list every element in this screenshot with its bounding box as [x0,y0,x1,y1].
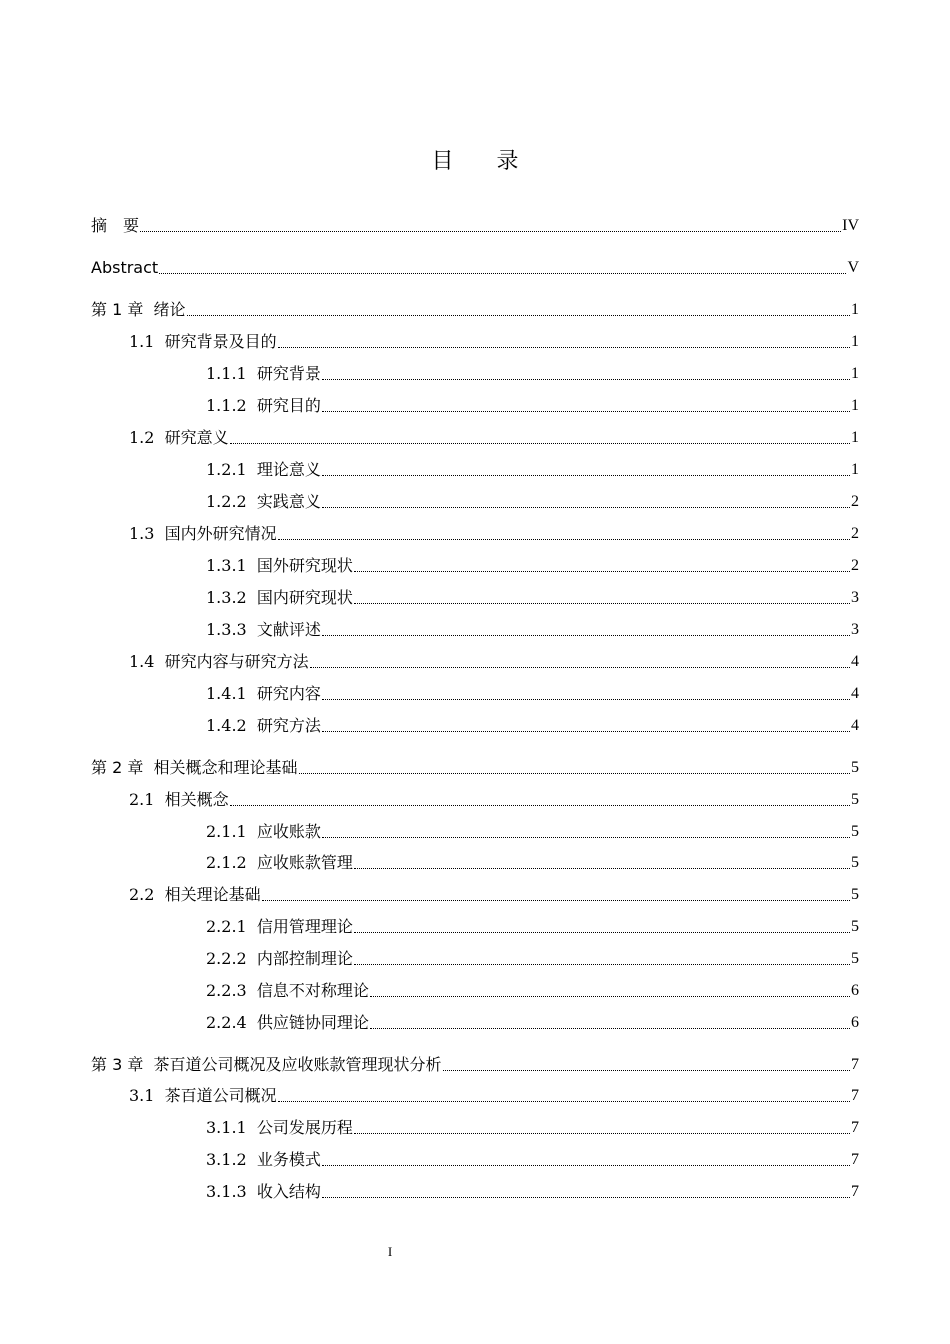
toc-entry[interactable] [206,1009,859,1033]
toc-entry-number: 1.3.1 [206,556,257,575]
toc-dot-leader [354,1133,850,1134]
toc-entry-label: 研究意义 [164,428,229,447]
toc-entry-number: 3.1.1 [206,1118,257,1137]
toc-entry[interactable] [206,712,859,736]
toc-entry-page: 7 [851,1087,859,1104]
toc-entry-page: 1 [851,333,859,350]
toc-entry-number: 1.4.2 [206,716,257,735]
toc-dot-leader [354,868,850,869]
toc-entry-number: 1.1.1 [206,364,257,383]
toc-entry-page: 4 [851,685,859,702]
toc-dot-leader [310,667,850,668]
toc-entry-number: 2.1.1 [206,822,257,841]
toc-entry-page: 5 [851,854,859,871]
toc-entry[interactable] [91,1051,859,1075]
toc-entry-label: 茶百道公司概况 [164,1086,277,1105]
toc-entry[interactable] [206,1114,859,1138]
toc-entry-label: 实践意义 [256,492,321,511]
toc-dot-leader [354,603,850,604]
toc-entry-page: 1 [851,365,859,382]
toc-entry-number: 1.3.2 [206,588,257,607]
toc-entry-label: 信息不对称理论 [256,981,369,1000]
toc-entry-label: 国内研究现状 [256,588,353,607]
toc-dot-leader [322,379,850,380]
toc-entry-page: 7 [851,1119,859,1136]
toc-entry-number: 1.4.1 [206,684,257,703]
toc-entry-page: 2 [851,557,859,574]
toc-entry-number: 1.2 [129,428,165,447]
page-title: 目 录 [431,149,537,174]
toc-entry-page: 4 [851,717,859,734]
toc-entry-number: 1.2.1 [206,460,257,479]
toc-dot-leader [278,1101,850,1102]
toc-entry-label: 研究背景 [256,364,321,383]
toc-entry[interactable] [91,296,859,320]
toc-entry[interactable] [206,977,859,1001]
toc-entry[interactable] [206,360,859,384]
toc-entry-number: 第 3 章 [91,1055,154,1074]
toc-entry[interactable] [129,520,859,544]
toc-entry-number: 2.2 [129,885,165,904]
toc-entry-number: 2.1 [129,790,165,809]
toc-entry-label: 国外研究现状 [256,556,353,575]
toc-entry-label: 收入结构 [256,1182,321,1201]
toc-dot-leader [278,539,850,540]
toc-dot-leader [230,443,850,444]
toc-entry-number: 2.2.4 [206,1013,257,1032]
toc-dot-leader [322,1165,850,1166]
toc-entry[interactable] [206,1178,859,1202]
toc-entry-label: 国内外研究情况 [164,524,277,543]
footer-page-number: I [387,1244,393,1259]
toc-entry[interactable] [206,456,859,480]
toc-entry[interactable] [206,488,859,512]
toc-entry-number: 2.1.2 [206,853,257,872]
toc-entry[interactable] [91,254,859,278]
toc-entry-page: 3 [851,589,859,606]
toc-entry-number: 摘 要 [91,216,140,235]
toc-entry[interactable] [206,913,859,937]
toc-entry[interactable] [206,552,859,576]
toc-entry-page: 7 [851,1151,859,1168]
toc-entry[interactable] [206,945,859,969]
toc-dot-leader [443,1070,850,1071]
toc-entry-page: 5 [851,791,859,808]
toc-entry[interactable] [206,849,859,873]
toc-entry-label: 供应链协同理论 [256,1013,369,1032]
toc-entry-number: 1.3 [129,524,165,543]
toc-dot-leader [278,347,850,348]
toc-entry-number: 第 1 章 [91,300,154,319]
toc-entry-label: 研究内容与研究方法 [164,652,309,671]
toc-entry-page: V [847,259,859,276]
toc-entry-label: 理论意义 [256,460,321,479]
toc-entry-number: 3.1 [129,1086,165,1105]
toc-entry-page: 7 [851,1183,859,1200]
toc-dot-leader [354,964,850,965]
toc-entry-label: 文献评述 [256,620,321,639]
toc-entry-page: 3 [851,621,859,638]
toc-entry-number: 3.1.2 [206,1150,257,1169]
toc-entry-label: 茶百道公司概况及应收账款管理现状分析 [153,1055,442,1074]
toc-dot-leader [230,805,850,806]
toc-entry-page: 7 [851,1056,859,1073]
toc-dot-leader [299,773,850,774]
toc-entry[interactable] [206,584,859,608]
toc-entry-number: 3.1.3 [206,1182,257,1201]
toc-entry[interactable] [206,616,859,640]
toc-entry-page: 1 [851,429,859,446]
toc-entry-page: 5 [851,759,859,776]
toc-dot-leader [322,837,850,838]
toc-entry-label: 绪论 [153,300,186,319]
toc-entry[interactable] [206,1146,859,1170]
toc-entry-page: 2 [851,493,859,510]
toc-entry-number: 2.2.2 [206,949,257,968]
toc-entry-number: 2.2.3 [206,981,257,1000]
toc-entry-number: 2.2.1 [206,917,257,936]
toc-dot-leader [322,731,850,732]
toc-entry-label: 研究背景及目的 [164,332,277,351]
toc-dot-leader [159,273,846,274]
toc-entry[interactable] [129,424,859,448]
toc-entry-page: 5 [851,918,859,935]
toc-entry-number: Abstract [91,258,159,277]
toc-entry-label: 信用管理理论 [256,917,353,936]
toc-entry-label: 应收账款 [256,822,321,841]
toc-entry-label: 内部控制理论 [256,949,353,968]
toc-dot-leader [322,411,850,412]
toc-entry[interactable] [206,818,859,842]
toc-entry-number: 1.4 [129,652,165,671]
toc-entry[interactable] [129,881,859,905]
toc-entry[interactable] [129,328,859,352]
toc-entry-page: 5 [851,950,859,967]
toc-dot-leader [322,1197,850,1198]
toc-entry[interactable] [129,648,859,672]
toc-entry[interactable] [91,212,859,236]
toc-dot-leader [322,699,850,700]
toc-dot-leader [140,231,841,232]
toc-dot-leader [354,571,850,572]
toc-dot-leader [370,1028,850,1029]
toc-dot-leader [187,315,850,316]
toc-entry-page: 1 [851,301,859,318]
toc-entry-label: 公司发展历程 [256,1118,353,1137]
toc-entry-label: 研究方法 [256,716,321,735]
toc-entry-page: 1 [851,461,859,478]
toc-dot-leader [322,507,850,508]
toc-entry-label: 业务模式 [256,1150,321,1169]
toc-entry-label: 研究内容 [256,684,321,703]
toc-entry-number: 1.1.2 [206,396,257,415]
toc-entry-page: 5 [851,886,859,903]
toc-entry[interactable] [129,786,859,810]
toc-entry-label: 相关理论基础 [164,885,261,904]
toc-entry[interactable] [91,754,859,778]
toc-entry-page: 6 [851,982,859,999]
toc-entry-page: 4 [851,653,859,670]
toc-dot-leader [354,932,850,933]
toc-dot-leader [322,635,850,636]
toc-entry-number: 1.3.3 [206,620,257,639]
toc-entry-label: 应收账款管理 [256,853,353,872]
toc-entry[interactable] [206,680,859,704]
toc-entry-page: 5 [851,823,859,840]
toc-entry-page: 1 [851,397,859,414]
toc-dot-leader [322,475,850,476]
toc-entry-number: 1.1 [129,332,165,351]
toc-entry[interactable] [129,1082,859,1106]
toc-entry-number: 1.2.2 [206,492,257,511]
toc-dot-leader [370,996,850,997]
toc-entry-label: 研究目的 [256,396,321,415]
toc-entry-page: IV [842,217,859,234]
toc-entry-label: 相关概念和理论基础 [153,758,298,777]
toc-entry-label: 相关概念 [164,790,229,809]
toc-entry-number: 第 2 章 [91,758,154,777]
toc-entry[interactable] [206,392,859,416]
toc-dot-leader [262,900,850,901]
toc-entry-page: 2 [851,525,859,542]
toc-entry-page: 6 [851,1014,859,1031]
